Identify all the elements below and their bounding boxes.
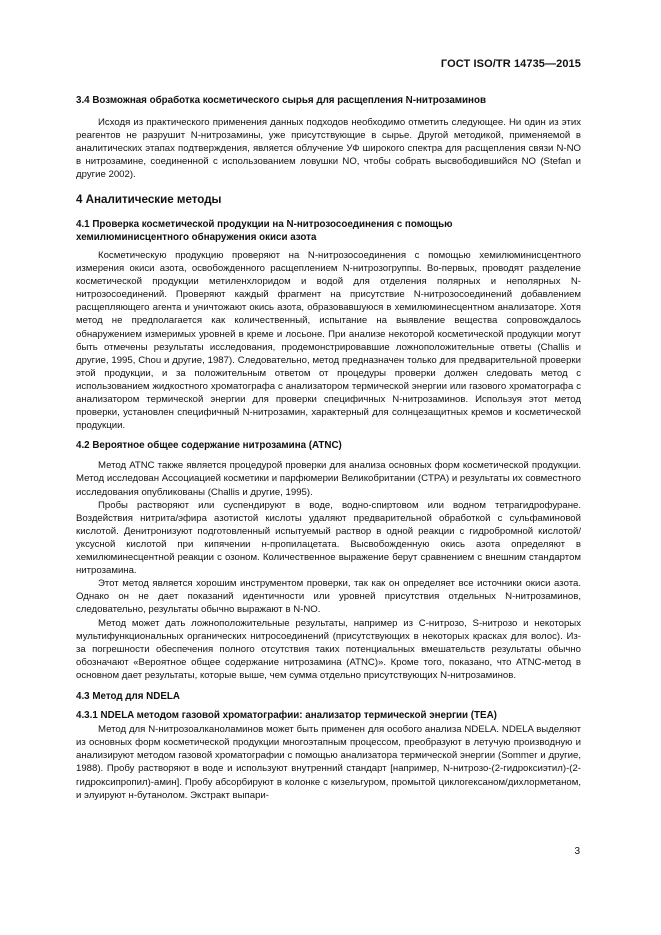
section-4-3-1-paragraph: Метод для N-нитрозоалканоламинов может быть применен для особого анализа NDELA. NDELA выделяют из основных форм косметической продукции многоэтапным процессом, преобразуют в летучую производную и анализируют методом газовой хроматографии с помощью анализатора термической энергии (Sommer и другие, 1988). Пробу растворяют в воде и используют внутренний стандарт [например, N-нитрозо-(2-гидроксиэтил)-(2-гидроксипропил)-амин]. Пробу абсорбируют в колонке с кизельгуром, промытой циклогексаном/дихлорметаном, и элуируют н-бутанолом. Экстракт выпари-: [76, 724, 581, 801]
section-4-1-title-line1: 4.1 Проверка косметической продукции на N-нитрозосоединения с помощью: [76, 218, 453, 230]
section-4-1-title: [76, 218, 581, 244]
document-body: [76, 94, 581, 802]
section-4-2-paragraph-4: Метод может дать ложноположительные результаты, например из C-нитрозо, S-нитрозо и некоторых мультифункциональных органических нитросоединений (присутствующих в некоторых красках для волос). Из-за погрешности обеспечения полного отсутствия таких потенциальных вмешательств результаты обычно обозначают «Вероятное общее содержание нитрозамина (ATNC)». Кроме того, показано, что ATNC-метод в основном дает результаты, которые выше, чем сумма отдельно присутствующих N-нитрозаминов.: [76, 617, 581, 681]
section-4-1-title-line2: хемилюминисцентного обнаружения окиси азота: [76, 231, 317, 243]
section-4-2-paragraph-1: Метод ATNC также является процедурой проверки для анализа основных форм косметической продукции. Метод исследован Ассоциацией косметики и парфюмерии Великобритании (CTPA) и результаты их совместного исследования опубликованы (Challis и другие, 1995).: [76, 460, 581, 498]
section-3-4-paragraph: Исходя из практического применения данных подходов необходимо отметить следующее. Ни один из этих реагентов не разрушит N-нитрозамины, уже присутствующие в сырье. Другой методикой, применяемой в аналитических этапах подтверждения, является облучение УФ широкого спектра для расщепления связи N-NO в нитрозамине, соединенной с использованием ловушки NO, чтобы собрать высвободившийся NO (Stefan и другие 2002).: [76, 117, 581, 181]
section-4-1-paragraph: Косметическую продукцию проверяют на N-нитрозосоединения с помощью хемилюминисцентного измерения окиси азота, освобожденного расщеплением N-нитрозогруппы. Во-первых, проводят разделение косметической продукции метиленхлоридом и водой для отделения полярных и неполярных N-нитрозосоединений. Проверяют каждый фрагмент на присутствие N-нитрозосоединений добавлением расщепляющего агента и уничтожают окись азота, образовавшуюся в хемилюминесцентном анализаторе. Хотя метод не предполагается как количественный, испытание на выявление вещества сопровождалось обнаружением измеримых уровней в креме и лосьоне. При анализе некоторой косметической продукции могут быть отмечены результаты исследования, продемонстрировавшие ложноположительные ответы (Challis и другие, 1995, Chou и другие, 1987). Следовательно, метод предназначен только для предварительной проверки этой продукции, и за положительным ответом от процедуры проверки должен следовать метод с использованием жидкостного хроматографа с анализатором термической энергии или газового хроматографа с анализатором термической энергии для проверки специфичных N-нитрозаминов. Используя этот метод проверки, установлен специфичный N-нитрозамин, характерный для солнцезащитных кремов и косметической продукции.: [76, 249, 581, 432]
page-number: 3: [574, 846, 580, 857]
section-3-4-title: 3.4 Возможная обработка косметического сырья для расщепления N-нитрозаминов: [76, 95, 486, 106]
section-4-3-title: 4.3 Метод для NDELA: [76, 690, 180, 702]
section-4-2-title: 4.2 Вероятное общее содержание нитрозамина (ATNC): [76, 440, 342, 452]
section-4-2-paragraph-3: Этот метод является хорошим инструментом проверки, так как он определяет все источники окиси азота. Однако он не дает показаний идентичности или уровней присутствия отдельных N-нитрозаминов, следовательно, результаты обычно выражают в N-NO.: [76, 578, 581, 616]
section-4-2-paragraph-2: Пробы растворяют или суспендируют в воде, водно-спиртовом или водном тетрагидрофуране. Воздействия нитрита/эфира азотистой кислоты удаляют предварительной обработкой с сульфаминовой кислотой. Денитронизуют подготовленный испытуемый раствор в одной реакции с гидробромной кислотой/уксусной кислотой при кипячении н-пропилацетата. Высвобожденную окись азота определяют в хемилюминесцентной реакции с озоном. Количественное выражение берут сравнением с внешним стандартом нитрозамина.: [76, 499, 581, 577]
standard-header: ГОСТ ISO/TR 14735—2015: [440, 58, 581, 70]
section-4-3-1-title: 4.3.1 NDELA методом газовой хроматографии: анализатор термической энергии (TEA): [76, 710, 497, 722]
section-4-title: 4 Аналитические методы: [76, 193, 222, 207]
